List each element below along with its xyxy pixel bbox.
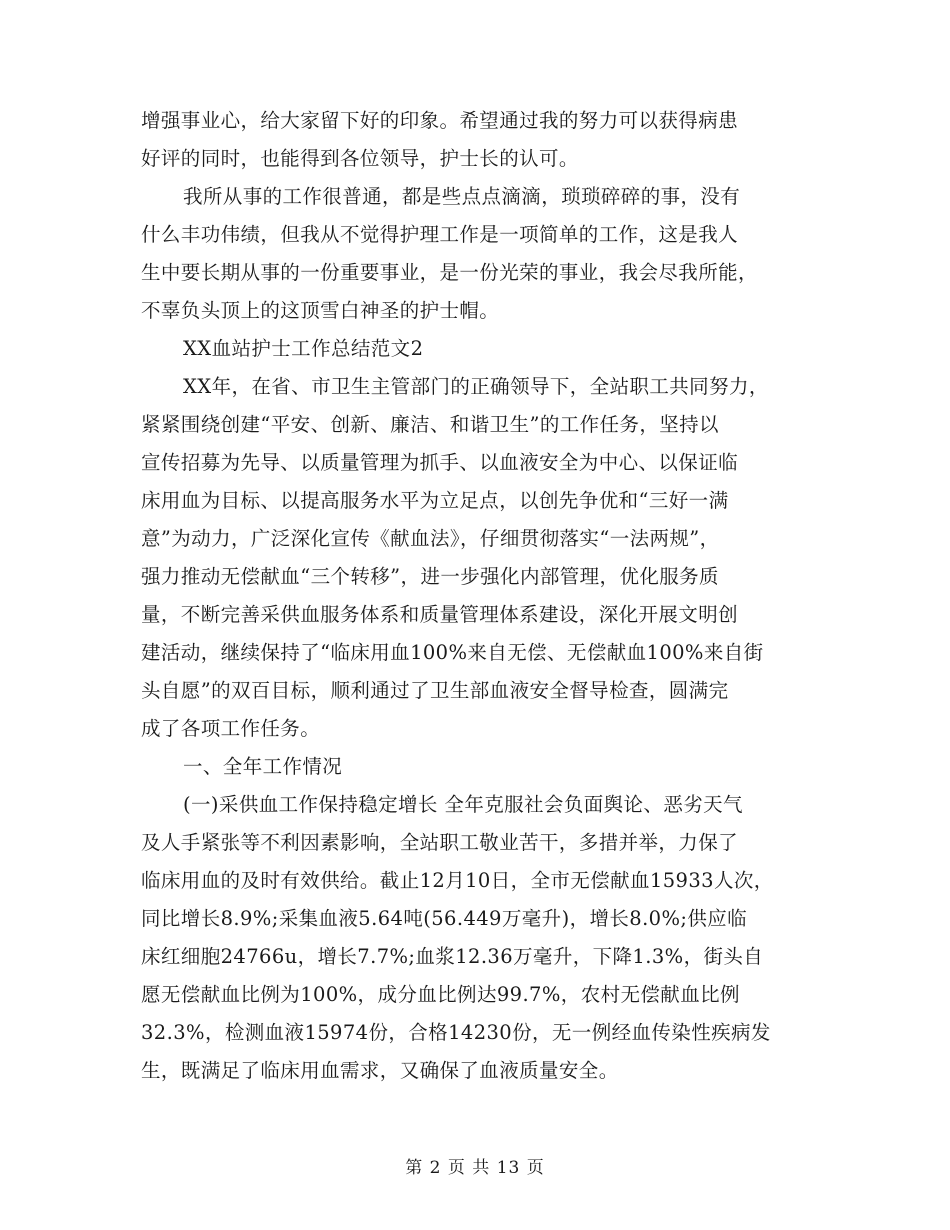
text-line: 量，不断完善采供血服务体系和质量管理体系建设，深化开展文明创 (141, 603, 739, 626)
text-line: 成了各项工作任务。 (141, 717, 321, 740)
text-line: 一、全年工作情况 (183, 755, 343, 778)
text-line: 增强事业心，给大家留下好的印象。希望通过我的努力可以获得病患 (141, 109, 739, 132)
text-line: XX血站护士工作总结范文2 (183, 337, 424, 360)
text-line: 头自愿”的双百目标，顺利通过了卫生部血液安全督导检查，圆满完 (141, 679, 729, 702)
text-line: 愿无偿献血比例为100%，成分血比例达99.7%，农村无偿献血比例 (141, 983, 740, 1006)
text-line: 宣传招募为先导、以质量管理为抓手、以血液安全为中心、以保证临 (141, 451, 739, 474)
text-line: 什么丰功伟绩，但我从不觉得护理工作是一项简单的工作，这是我人 (141, 223, 739, 246)
text-line: 我所从事的工作很普通，都是些点点滴滴，琐琐碎碎的事，没有 (183, 185, 741, 208)
text-line: 床红细胞24766u，增长7.7%;血浆12.36万毫升，下降1.3%，街头自 (141, 945, 764, 968)
text-line: 同比增长8.9%;采集血液5.64吨(56.449万毫升)，增长8.0%;供应临 (141, 907, 748, 930)
page-footer: 第 2 页 共 13 页 (405, 1158, 545, 1178)
text-line: 意”为动力，广泛深化宣传《献血法》，仔细贯彻落实“一法两规”， (141, 527, 720, 550)
text-line: 临床用血的及时有效供给。截止12月10日，全市无偿献血15933人次， (141, 869, 774, 892)
text-line: 及人手紧张等不利因素影响，全站职工敬业苦干，多措并举，力保了 (141, 831, 739, 854)
text-line: 建活动，继续保持了“临床用血100%来自无偿、无偿献血100%来自街 (141, 641, 764, 664)
text-line: 生中要长期从事的一份重要事业，是一份光荣的事业，我会尽我所能， (141, 261, 758, 284)
text-line: 不辜负头顶上的这顶雪白神圣的护士帽。 (141, 299, 500, 322)
text-line: 32.3%，检测血液15974份，合格14230份，无一例经血传染性疾病发 (141, 1021, 771, 1044)
text-line: 强力推动无偿献血“三个转移”，进一步强化内部管理，优化服务质 (141, 565, 719, 588)
text-line: (一)采供血工作保持稳定增长 全年克服社会负面舆论、恶劣天气 (183, 793, 743, 816)
text-line: 紧紧围绕创建“平安、创新、廉洁、和谐卫生”的工作任务，坚持以 (141, 413, 719, 436)
text-line: 生，既满足了临床用血需求，又确保了血液质量安全。 (141, 1059, 619, 1082)
document-body (141, 102, 831, 1090)
text-line: XX年，在省、市卫生主管部门的正确领导下，全站职工共同努力， (183, 375, 769, 398)
text-line: 好评的同时，也能得到各位领导，护士长的认可。 (141, 147, 579, 170)
text-line: 床用血为目标、以提高服务水平为立足点，以创先争优和“三好一满 (141, 489, 729, 512)
